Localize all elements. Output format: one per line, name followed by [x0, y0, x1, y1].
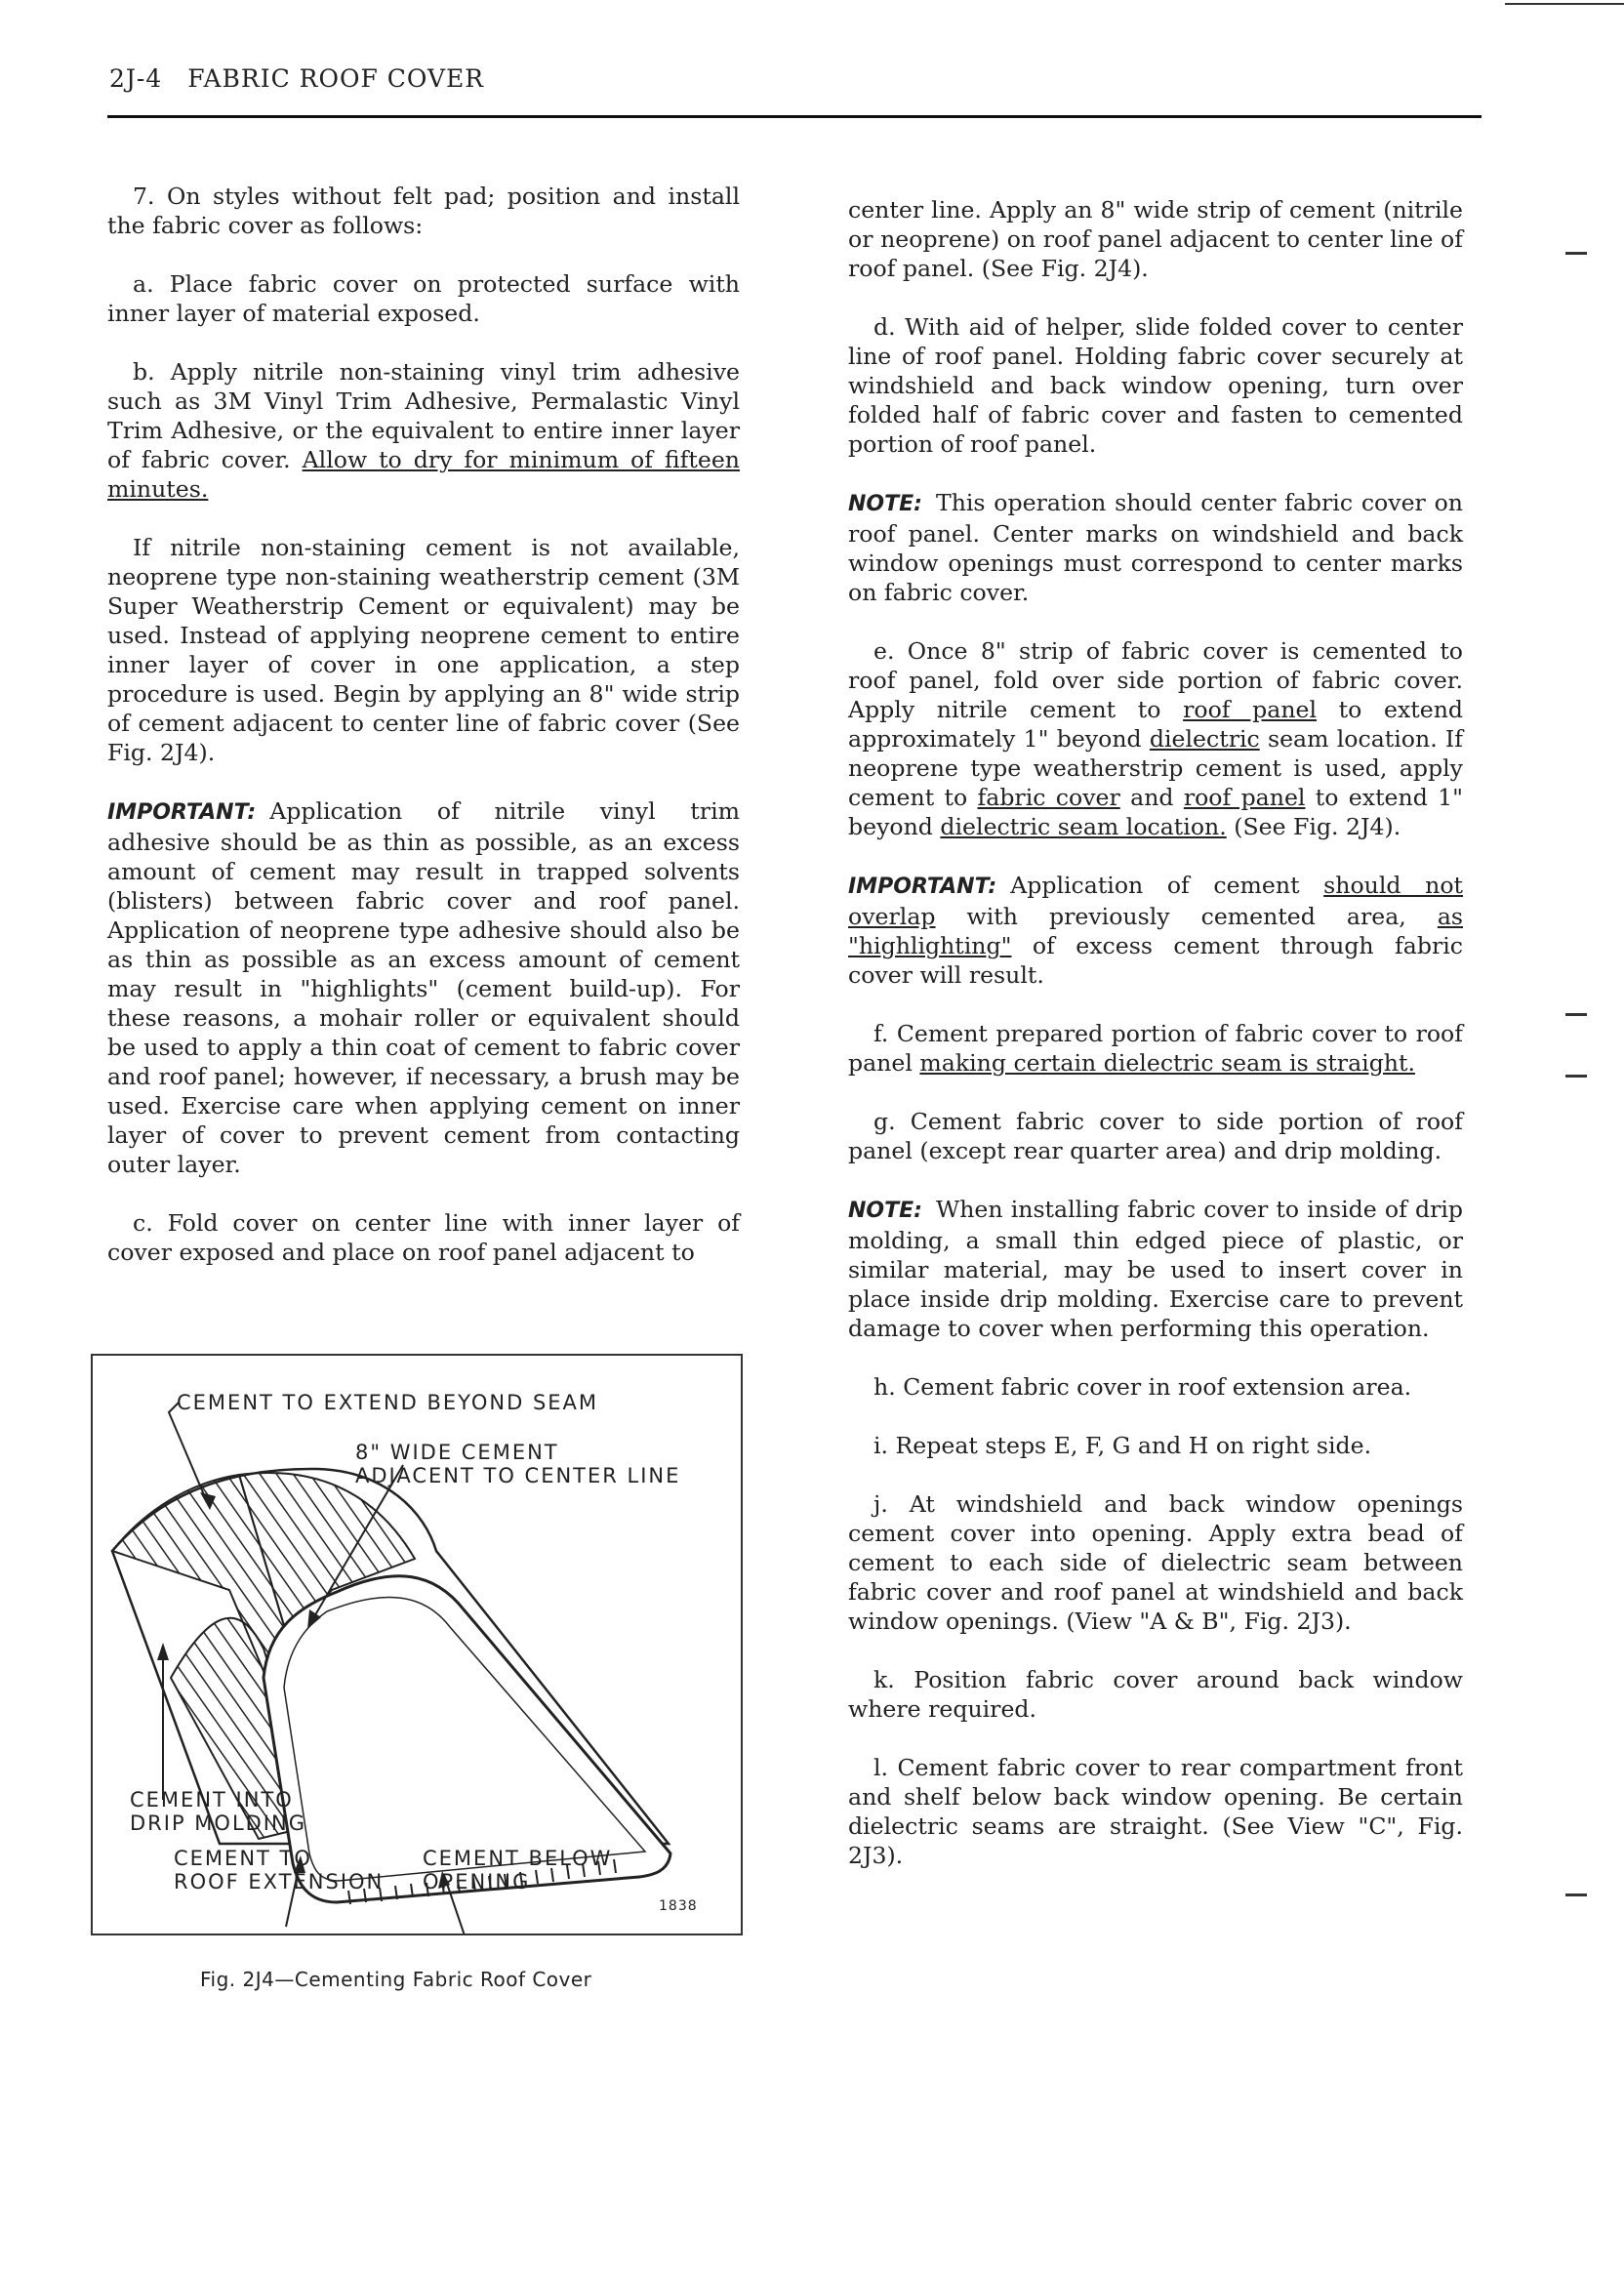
- step-e-underline: dielectric: [1149, 725, 1260, 753]
- step-e-underline: roof panel: [1183, 784, 1306, 811]
- step-j: j. At windshield and back window openings cement cover into opening. Apply extra bead of cement to each side of dielectric seam between fabric cover and roof panel at windshield and back window openings. (View "A & B", Fig. 2J3).: [848, 1490, 1463, 1635]
- callout-open-2: OPENING: [423, 1870, 531, 1893]
- important-underline: should not overlap: [848, 872, 1464, 930]
- important-label: IMPORTANT:: [107, 800, 257, 825]
- figure-number: 1838: [659, 1898, 698, 1914]
- note-2-label: NOTE:: [848, 1199, 922, 1223]
- note-2: [848, 1195, 1463, 1343]
- margin-change-mark: [1565, 1013, 1587, 1016]
- step-e-underline: fabric cover: [977, 784, 1120, 811]
- page-number: 2J-4: [109, 64, 163, 93]
- step-g: g. Cement fabric cover to side portion of roof panel (except rear quarter area) and drip molding.: [848, 1108, 1463, 1164]
- callout-open-1: CEMENT BELOW: [423, 1847, 613, 1870]
- important-underline: as "highlighting": [848, 903, 1463, 959]
- note-2-text: When installing fabric cover to inside of drip molding, a small thin edged piece of plastic, or similar material, may be used to insert cover in place inside drip molding. Exercise care to prevent damage to cover when performing this operation.: [848, 1196, 1463, 1342]
- header-rule: [107, 115, 1482, 118]
- callout-ext-1: CEMENT TO: [174, 1847, 312, 1870]
- step-i: i. Repeat steps E, F, G and H on right side.: [873, 1432, 1372, 1459]
- step-c: c. Fold cover on center line with inner layer of cover exposed and place on roof panel adjacent to: [107, 1209, 740, 1266]
- figure-caption: Fig. 2J4—Cementing Fabric Roof Cover: [200, 1968, 592, 1991]
- step-a: a. Place fabric cover on protected surface with inner layer of material exposed.: [107, 270, 740, 327]
- important-part: of excess cement through fabric cover will result.: [848, 932, 1463, 989]
- step-f-part: f. Cement prepared portion of fabric cover to roof panel: [848, 1020, 1463, 1077]
- step-c-continued: center line. Apply an 8" wide strip of cement (nitrile or neoprene) on roof panel adjacent to center line of roof panel. (See Fig. 2J4).: [848, 196, 1463, 282]
- important-part: with previously cemented area,: [935, 903, 1438, 930]
- callout-ext-2: ROOF EXTENSION: [174, 1870, 385, 1893]
- callout-drip-2: DRIP MOLDING: [130, 1812, 306, 1835]
- step-k: k. Position fabric cover around back window where required.: [848, 1666, 1463, 1723]
- page-header: [109, 64, 484, 93]
- callout-drip-1: CEMENT INTO: [130, 1788, 294, 1812]
- step-e-underline: roof panel: [1183, 696, 1318, 723]
- important-text: Application of nitrile vinyl trim adhesive should be as thin as possible, as an excess amount of cement may result in trapped solvents (blisters) between fabric cover and roof panel. Application of neoprene type adhesive should also be as thin as possible as an excess amount of cement may result in "highlights" (cement build-up). For these reasons, a mohair roller or equivalent should be used to apply a thin coat of cement to fabric cover and roof panel; however, if necessary, a brush may be used. Exercise care when applying cement on inner layer of cover to prevent cement from contacting outer layer.: [107, 797, 740, 1178]
- margin-change-mark: [1565, 252, 1587, 255]
- section-title: FABRIC ROOF COVER: [187, 64, 485, 93]
- margin-change-mark: [1565, 1893, 1587, 1896]
- note-1-text: This operation should center fabric cover on roof panel. Center marks on windshield and back window openings must correspond to center marks on fabric cover.: [848, 489, 1463, 606]
- right-column: [848, 195, 1463, 1899]
- step-l: l. Cement fabric cover to rear compartment front and shelf below back window opening. Be certain dielectric seams are straight. (See View "C", Fig. 2J3).: [848, 1754, 1463, 1869]
- roof-cover-diagram: [93, 1356, 741, 1934]
- step-e-underline: dielectric seam location.: [940, 813, 1227, 840]
- step-e-part: seam location. If neoprene type weatherstrip cement is used, apply cement to: [848, 725, 1463, 811]
- step-b: [107, 357, 740, 504]
- important-part: Application of cement: [1010, 872, 1324, 899]
- margin-change-mark: [1565, 1075, 1587, 1078]
- important-label: IMPORTANT:: [848, 875, 997, 899]
- important-paragraph-left: [107, 796, 740, 1179]
- callout-strip-1: 8" WIDE CEMENT: [355, 1441, 559, 1464]
- callout-seam: CEMENT TO EXTEND BEYOND SEAM: [177, 1391, 599, 1414]
- important-paragraph-right: [848, 871, 1463, 990]
- step-h: h. Cement fabric cover in roof extension area.: [873, 1373, 1412, 1401]
- step-e-part: to extend approximately 1" beyond: [848, 696, 1463, 753]
- step-b-dry-time: Allow to dry for minimum of fifteen minutes.: [107, 446, 741, 503]
- step-e: [848, 636, 1463, 841]
- arrow-drip: [157, 1643, 169, 1660]
- note-1: [848, 488, 1463, 607]
- step-f-underline: making certain dielectric seam is straight.: [919, 1049, 1415, 1077]
- step-f: [848, 1019, 1463, 1078]
- step-e-part: to extend 1" beyond: [848, 784, 1463, 840]
- left-column: [107, 182, 740, 1296]
- callout-strip-2: ADJACENT TO CENTER LINE: [355, 1464, 681, 1487]
- corner-rule: [1505, 3, 1624, 5]
- figure-box: [91, 1354, 743, 1935]
- step-7: 7. On styles without felt pad; position and install the fabric cover as follows:: [107, 183, 740, 239]
- step-e-part: (See Fig. 2J4).: [1226, 813, 1401, 840]
- neoprene-paragraph: If nitrile non-staining cement is not available, neoprene type non-staining weatherstrip cement (3M Super Weatherstrip Cement or equivalent) may be used. Instead of applying neoprene cement to entire inner layer of cover in one application, a step procedure is used. Begin by applying an 8" wide strip of cement adjacent to center line of fabric cover (See Fig. 2J4).: [107, 534, 740, 766]
- step-e-part: e. Once 8" strip of fabric cover is cemented to roof panel, fold over side portion of fabric cover. Apply nitrile cement to: [848, 637, 1463, 723]
- note-1-label: NOTE:: [848, 492, 922, 516]
- step-b-text: b. Apply nitrile non-staining vinyl trim adhesive such as 3M Vinyl Trim Adhesive, Permalastic Vinyl Trim Adhesive, or the equivalent to entire inner layer of fabric cover.: [107, 358, 740, 473]
- step-d: d. With aid of helper, slide folded cover to center line of roof panel. Holding fabric cover securely at windshield and back window opening, turn over folded half of fabric cover and fasten to cemented portion of roof panel.: [848, 313, 1463, 458]
- step-e-part: and: [1119, 784, 1184, 811]
